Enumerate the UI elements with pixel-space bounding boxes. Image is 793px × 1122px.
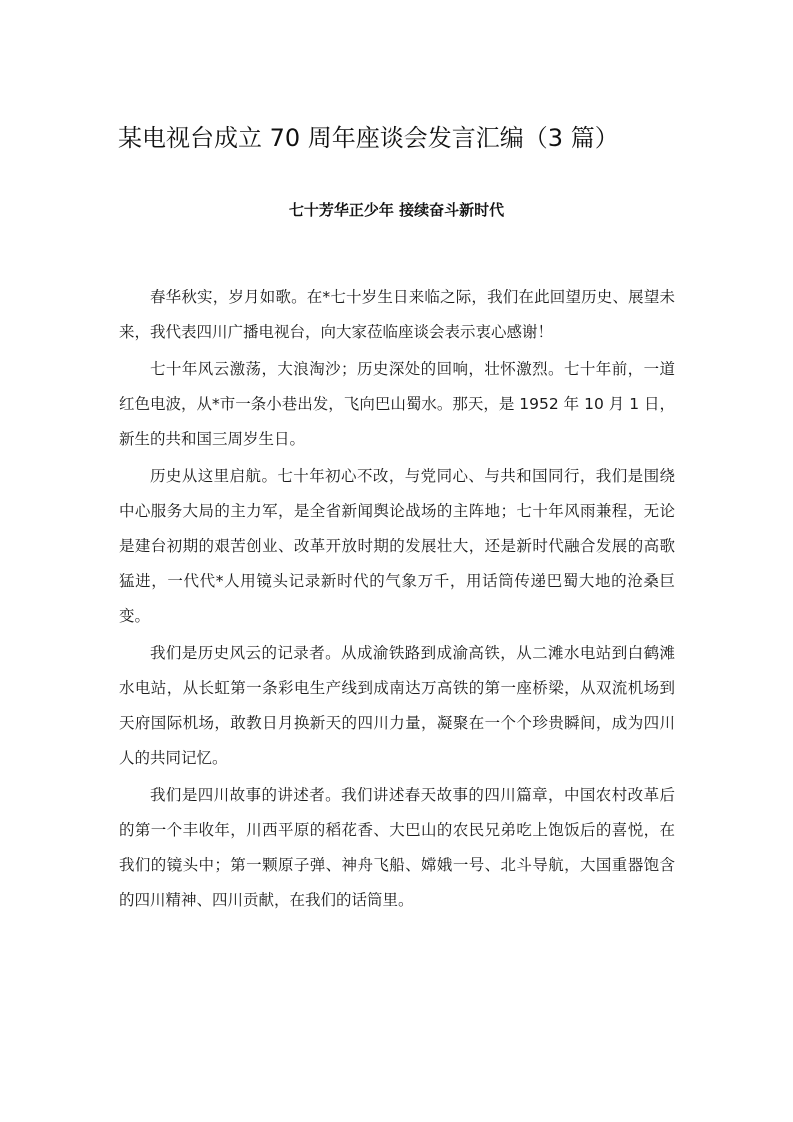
body-paragraph: 历史从这里启航。七十年初心不改，与党同心、与共和国同行，我们是围绕中心服务大局的主力军，是全省新闻舆论战场的主阵地；七十年风雨兼程，无论是建台初期的艰苦创业、改革开放时期的发展壮大，还是新时代融合发展的高歌猛进，一代代*人用镜头记录新时代的气象万千，用话筒传递巴蜀大地的沧桑巨变。 [119, 467, 675, 625]
document-subtitle: 七十芳华正少年 接续奋斗新时代 [288, 201, 505, 219]
body-paragraph: 春华秋实，岁月如歌。在*七十岁生日来临之际，我们在此回望历史、展望未来，我代表四川广播电视台，向大家莅临座谈会表示衷心感谢！ [119, 288, 675, 341]
document-title: 某电视台成立 70 周年座谈会发言汇编（3 篇） [118, 124, 619, 152]
body-paragraph: 我们是历史风云的记录者。从成渝铁路到成渝高铁，从二滩水电站到白鹤滩水电站，从长虹第一条彩电生产线到成南达万高铁的第一座桥梁，从双流机场到天府国际机场，敢教日月换新天的四川力量，凝聚在一个个珍贵瞬间，成为四川人的共同记忆。 [119, 644, 675, 767]
document-body [119, 280, 675, 918]
body-paragraph: 七十年风云激荡，大浪淘沙；历史深处的回响，壮怀激烈。七十年前，一道红色电波，从*市一条小巷出发，飞向巴山蜀水。那天，是 1952 年 10 月 1 日，新生的共和国三周岁生日。 [119, 360, 675, 448]
body-paragraph: 我们是四川故事的讲述者。我们讲述春天故事的四川篇章，中国农村改革后的第一个丰收年，川西平原的稻花香、大巴山的农民兄弟吃上饱饭后的喜悦，在我们的镜头中；第一颗原子弹、神舟飞船、嫦娥一号、北斗导航，大国重器饱含的四川精神、四川贡献，在我们的话筒里。 [119, 786, 675, 909]
